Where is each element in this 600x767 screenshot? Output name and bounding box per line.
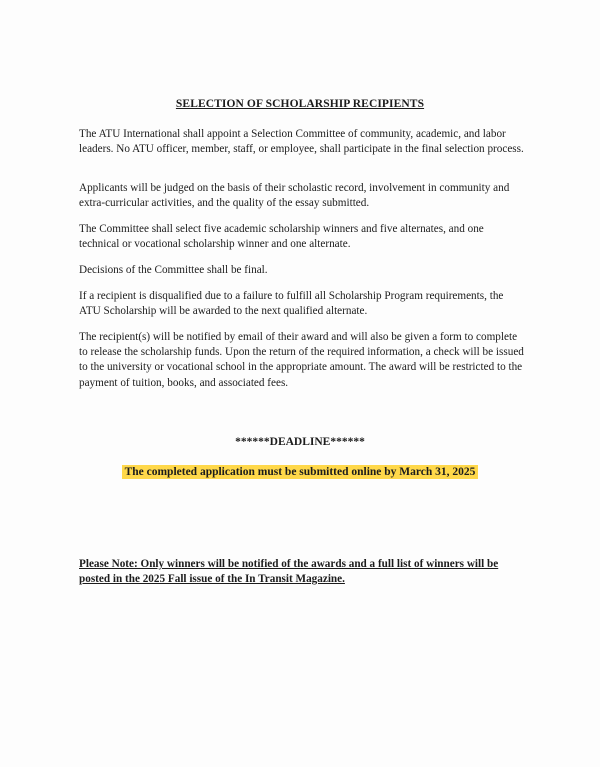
page-title: SELECTION OF SCHOLARSHIP RECIPIENTS <box>175 98 425 110</box>
deadline-highlight <box>0 462 600 480</box>
paragraph-committee: The ATU International shall appoint a Selection Committee of community, academic, and labor leaders. No ATU officer, member, staff, or employee, shall participate in the final selection process. <box>79 128 524 156</box>
please-note: Please Note: Only winners will be notified of the awards and a full list of winners will be posted in the 2025 Fall issue of the In Transit Magazine. <box>79 558 499 585</box>
paragraph-selection: The Committee shall select five academic scholarship winners and five alternates, and one technical or vocational scholarship winner and one alternate. <box>79 223 484 251</box>
paragraph-notification: The recipient(s) will be notified by email of their award and will also be given a form to complete to release the scholarship funds. Upon the return of the required information, a check will be issued to the university or vocational school in the appropriate amount. The award will be restricted to the payment of tuition, books, and associated fees. <box>79 331 524 389</box>
deadline-text: The completed application must be submitted online by March 31, 2025 <box>122 465 479 479</box>
deadline-heading: ******DEADLINE****** <box>235 436 365 448</box>
paragraph-final: Decisions of the Committee shall be final. <box>79 264 268 276</box>
paragraph-disqualified: If a recipient is disqualified due to a failure to fulfill all Scholarship Program requirements, the ATU Scholarship will be awarded to the next qualified alternate. <box>79 290 504 318</box>
paragraph-judging: Applicants will be judged on the basis of their scholastic record, involvement in community and extra-curricular activities, and the quality of the essay submitted. <box>79 182 510 210</box>
